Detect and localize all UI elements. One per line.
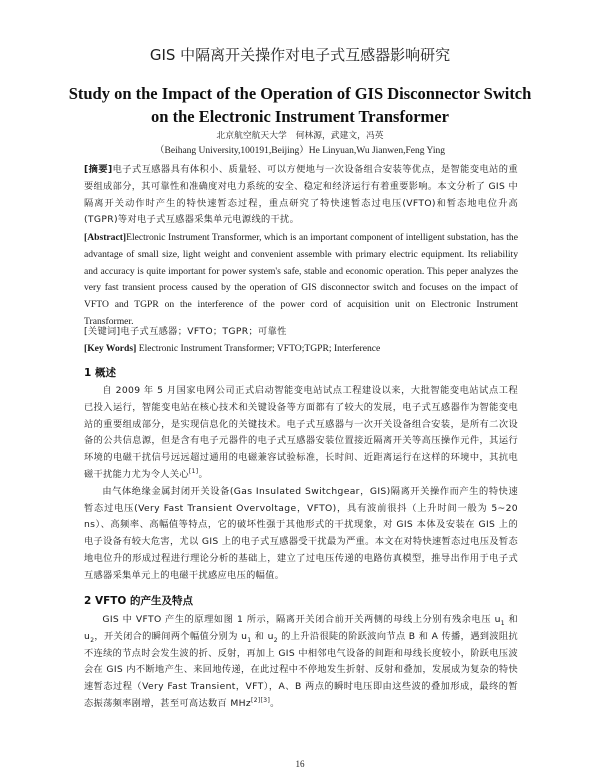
abstract-english-label: [Abstract] xyxy=(84,232,127,243)
title-chinese: GIS 中隔离开关操作对电子式互感器影响研究 xyxy=(149,46,451,64)
affiliation-chinese: 北京航空航天大学 何林源，武建文，冯英 xyxy=(216,131,384,141)
paragraph-text: 自 2009 年 5 月国家电网公司正式启动智能变电站试点工程建设以来，大批智能变电站试点工程已投入运行，智能变电站在核心技术和关键设备等方面都有了较大的发展，电子式互感器作为智能变电站的重要组成部分，是实现信息化的关键技术。电子式互感器与一次开关设备组合安装，是所有二次设备的公共信息源，但是含有电子元器件的电子式互感器安装位置接近隔离开关等高压操作元件，其运行环境的电磁干扰信号远远超过通用的电磁兼容试验标准，长时间、近距离运行在这样的环境中，其抗电磁干扰能力尤为令人关心 xyxy=(84,385,518,480)
paragraph xyxy=(84,612,518,713)
section-heading-2: 2 VFTO 的产生及特点 xyxy=(84,595,194,607)
keywords-chinese xyxy=(84,324,518,341)
subscript: 2 xyxy=(273,636,278,644)
keywords-chinese-label: [关键词] xyxy=(84,326,121,337)
paragraph-text: 和 u xyxy=(84,614,518,642)
title-english: Study on the Impact of the Operation of GIS Disconnector Switch on the Electronic Instrument Transformer xyxy=(68,84,532,126)
paragraph-text: 的上升沿很陡的阶跃波向节点 B 和 A 传播，遇到波阻抗不连续的节点时会发生波的折、反射，再加上 GIS 中相邻电气设备的间距和母线长度较小，阶跃电压波会在 GIS 内不断地产生、来回地传递，在此过程中不停地发生折射、反射和叠加，发展成为复杂的特快速暂态过程（Very Fast Transient，VFT），A、B 两点的瞬时电压即由这些波的叠加形成，最终的暂态振荡频率剧增，甚至可高达数百 MHz xyxy=(84,630,518,709)
affiliation-english: （Beihang University,100191,Beijing）He Linyuan,Wu Jianwen,Feng Ying xyxy=(155,146,445,156)
keywords-english-text: Electronic Instrument Transformer; VFTO;TGPR; Interference xyxy=(138,343,381,354)
keywords-english xyxy=(84,341,518,358)
paragraph-text: GIS 中 VFTO 产生的原理如图 1 所示，隔离开关闭合前开关两侧的母线上分别有残余电压 u xyxy=(102,614,501,625)
punctuation: 。 xyxy=(198,468,209,480)
section-2-body xyxy=(84,612,518,713)
subscript: 1 xyxy=(500,619,505,627)
punctuation: 。 xyxy=(270,697,280,709)
citation: [1] xyxy=(188,467,199,475)
abstract-chinese-text: 电子式互感器具有体积小、质量轻、可以方便地与一次设备组合安装等优点，是智能变电站的重要组成部分，其可靠性和准确度对电力系统的安全、稳定和经济运行有着重要影响。本文分析了 GIS 中隔离开关动作时产生的特快速暂态过程，重点研究了特快速暂态过电压(VFTO)和暂态地电位升高(TGPR)等对电子式互感器采集单元电源线的干扰。 xyxy=(84,164,518,226)
keywords-chinese-text: 电子式互感器；VFTO；TGPR；可靠性 xyxy=(120,326,287,337)
abstract-chinese xyxy=(84,162,518,229)
abstract-english-text: Electronic Instrument Transformer, which is an important component of intelligent substation, has the advantage of small size, light weight and convenient assemble with primary electric equipment. Its reliability and accuracy is quite important for power system's safe, stable and economic operation. This peper analyzes the very fast transient process caused by the operation of GIS disconnector switch and focuses on the impact of VFTO and TGPR on the interference of the power cord of acquisition unit on Electronic Instrument Transformer. xyxy=(84,232,518,327)
section-heading-1: 1 概述 xyxy=(84,367,116,379)
subscript: 2 xyxy=(90,636,95,644)
paragraph xyxy=(84,484,518,585)
section-1-body xyxy=(84,383,518,585)
abstract-english xyxy=(84,230,518,331)
abstract-chinese-label: [摘要] xyxy=(84,164,113,175)
paragraph-text: 和 u xyxy=(251,630,274,642)
page-number: 16 xyxy=(295,759,305,769)
paragraph-text: 由气体绝缘金属封闭开关设备(Gas Insulated Switchgear，GIS)隔离开关操作而产生的特快速暂态过电压(Very Fast Transient Overvoltage，VFTO)，具有波前很抖（上升时间一般为 5~20 ns）、高频率、高幅值等特点，它的破坏性强于其他形式的干扰现象，对 GIS 本体及安装在 GIS 上的电子设备有较大危害，尤以 GIS 上的电子式互感器受干扰最为严重。本文在对特快速暂态过电压及暂态地电位升的形成过程进行理论分析的基础上，建立了过电压传递的电路仿真模型，推导出作用于电子式互感器采集单元上的电磁干扰感应电压的幅值。 xyxy=(84,485,518,581)
paragraph-text: ，开关闭合的瞬间两个幅值分别为 u xyxy=(94,630,248,642)
citation: [2][3] xyxy=(251,696,271,704)
paragraph xyxy=(84,383,518,484)
subscript: 1 xyxy=(247,636,252,644)
keywords-english-label: [Key Words] xyxy=(84,343,137,354)
